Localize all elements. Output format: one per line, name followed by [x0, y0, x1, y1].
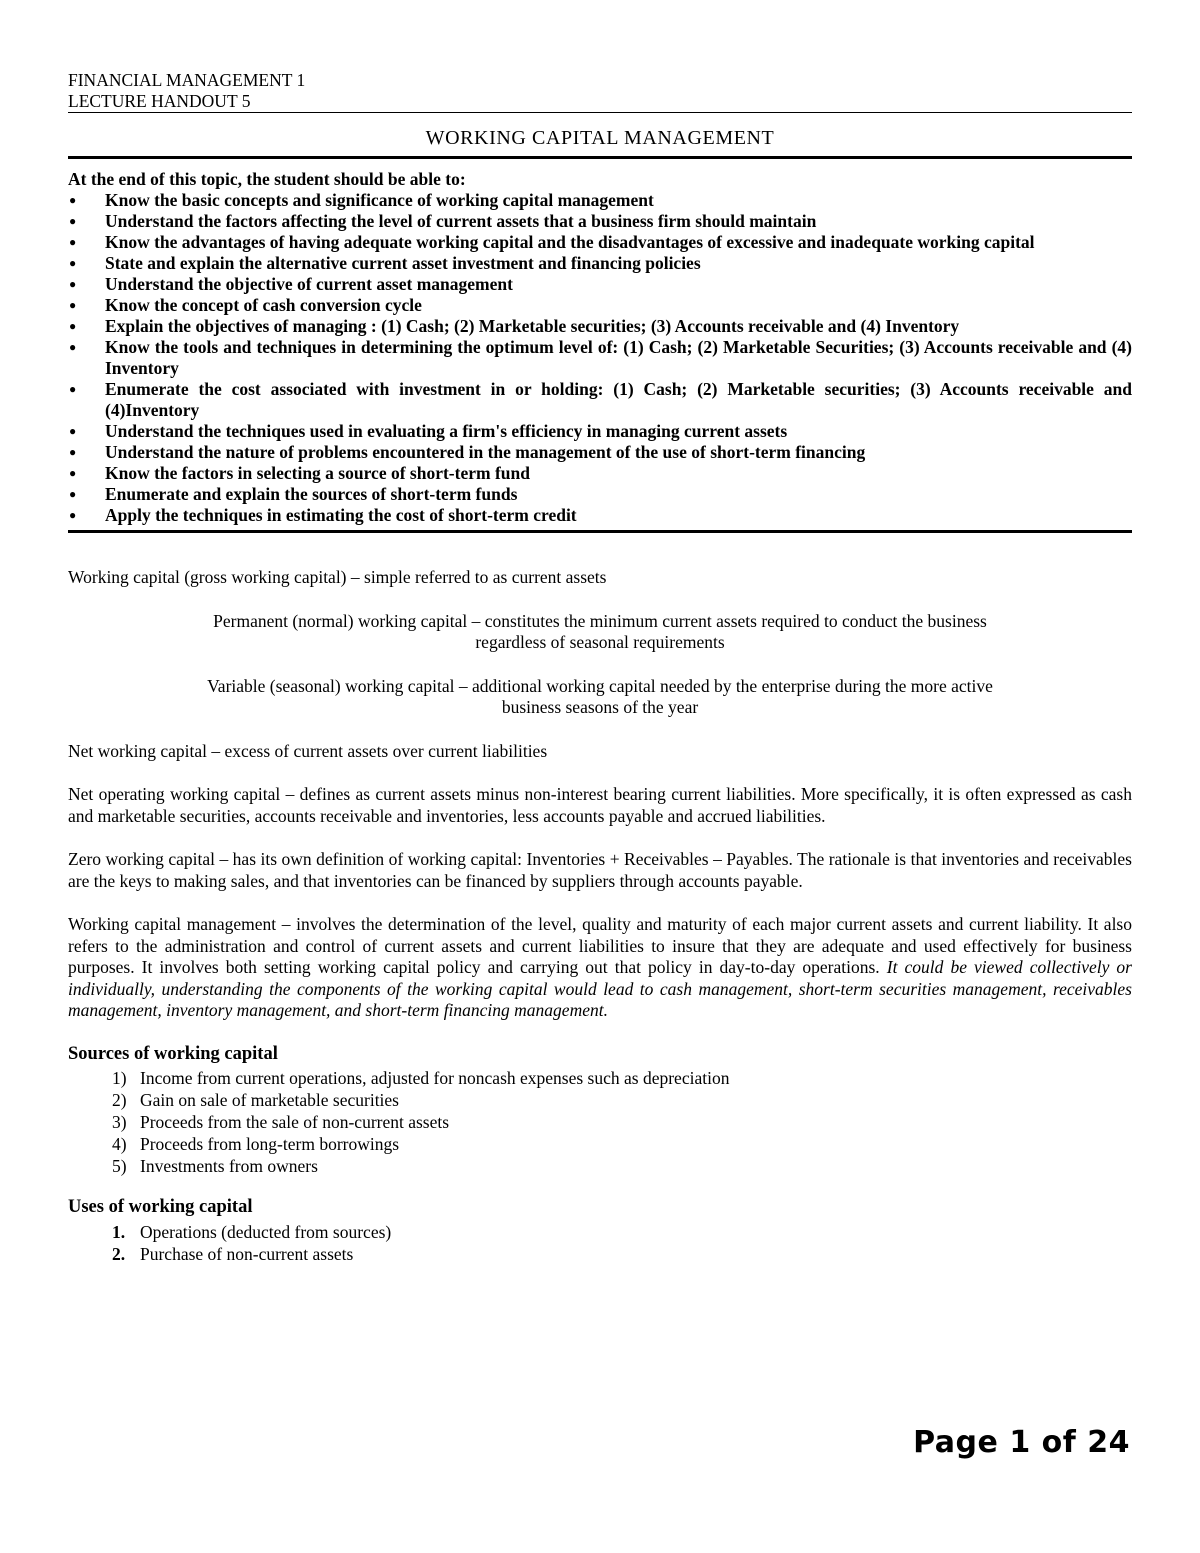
bullet-icon: ● [69, 319, 77, 333]
list-item: 1) Income from current operations, adjusted for noncash expenses such as depreciation [112, 1068, 730, 1088]
list-item: 1. Operations (deducted from sources) [112, 1221, 392, 1242]
document-page [68, 70, 1132, 1285]
objective-item: ● Know the advantages of having adequate working capital and the disadvantages of excessive and inadequate working capital [69, 232, 1035, 252]
objectives-list [68, 190, 1132, 526]
objective-item: ● Understand the nature of problems encountered in the management of the use of short-term financing [69, 442, 866, 462]
objective-item: ● Know the basic concepts and significance of working capital management [69, 190, 654, 210]
def-working-capital: Working capital (gross working capital) – simple referred to as current assets [68, 567, 607, 587]
uses-list [68, 1221, 1132, 1265]
bullet-icon: ● [69, 256, 77, 270]
def-permanent-wc: Permanent (normal) working capital – constitutes the minimum current assets required to conduct the business regardless of seasonal requirements [213, 610, 987, 652]
list-item: 5) Investments from owners [112, 1156, 318, 1176]
handout-title: LECTURE HANDOUT 5 [68, 91, 1132, 113]
list-item: 3) Proceeds from the sale of non-current assets [112, 1112, 450, 1132]
list-item: 2. Purchase of non-current assets [112, 1243, 354, 1264]
def-net-wc: Net working capital – excess of current assets over current liabilities [68, 740, 548, 761]
course-title: FINANCIAL MANAGEMENT 1 [68, 70, 306, 90]
objective-item: ● Enumerate the cost associated with investment in or holding: (1) Cash; (2) Marketable securities; (3) Accounts receivable and (4)Inventory [69, 379, 1132, 420]
sources-heading: Sources of working capital [68, 1043, 278, 1064]
objective-item: ● Explain the objectives of managing : (1) Cash; (2) Marketable securities; (3) Accounts receivable and (4) Inventory [69, 316, 960, 336]
def-variable-wc: Variable (seasonal) working capital – additional working capital needed by the enterprise during the more active business seasons of the year [207, 675, 993, 717]
bullet-icon: ● [69, 340, 77, 354]
list-item: 2) Gain on sale of marketable securities [112, 1090, 399, 1110]
def-net-operating-wc: Net operating working capital – defines as current assets minus non-interest bearing current liabilities. More specifically, it is often expressed as cash and marketable securities, accounts receivable and inventories, less accounts payable and accrued liabilities. [68, 784, 1132, 826]
page-title: WORKING CAPITAL MANAGEMENT [68, 127, 1132, 159]
objective-item: ● Know the tools and techniques in determining the optimum level of: (1) Cash; (2) Marketable Securities; (3) Accounts receivable and (4) Inventory [69, 337, 1132, 378]
def-zero-wc: Zero working capital – has its own definition of working capital: Inventories + Receivables – Payables. The rationale is that inventories and receivables are the keys to making sales, and that inventories can be financed by suppliers through accounts payable. [68, 849, 1132, 891]
def-wc-management: Working capital management – involves the determination of the level, quality and maturity of each major current assets and current liability. It also refers to the administration and control of current assets and current liabilities to insure that they are adequate and used effectively for business purposes. It involves both setting working capital policy and carrying out that policy in day-to-day operations. It could be viewed collectively or individually, understanding the components of the working capital would lead to cash management, short-term securities management, receivables management, inventory management, and short-term financing management. [68, 914, 1132, 1020]
bullet-icon: ● [69, 445, 77, 459]
uses-heading: Uses of working capital [68, 1197, 253, 1217]
objective-item: ● Enumerate and explain the sources of short-term funds [69, 484, 518, 504]
objective-item: ● Apply the techniques in estimating the cost of short-term credit [69, 505, 577, 525]
objective-item: ● State and explain the alternative current asset investment and financing policies [69, 253, 701, 273]
objective-item: ● Know the factors in selecting a source of short-term fund [69, 463, 530, 483]
objective-item: ● Understand the factors affecting the level of current assets that a business firm should maintain [69, 211, 817, 231]
bullet-icon: ● [69, 277, 77, 291]
bullet-icon: ● [69, 193, 77, 207]
bullet-icon: ● [69, 466, 77, 480]
page-number: Page 1 of 24 [913, 1425, 1130, 1460]
body-content [68, 567, 1132, 1265]
bullet-icon: ● [69, 298, 77, 312]
learning-objectives [68, 169, 1132, 533]
objectives-intro: At the end of this topic, the student should be able to: [68, 169, 466, 189]
bullet-icon: ● [69, 508, 77, 522]
bullet-icon: ● [69, 214, 77, 228]
bullet-icon: ● [69, 382, 77, 396]
objective-item: ● Understand the techniques used in evaluating a firm's efficiency in managing current assets [69, 421, 788, 441]
bullet-icon: ● [69, 235, 77, 249]
bullet-icon: ● [69, 424, 77, 438]
sources-list [68, 1067, 1132, 1177]
list-item: 4) Proceeds from long-term borrowings [112, 1134, 400, 1154]
bullet-icon: ● [69, 487, 77, 501]
objective-item: ● Know the concept of cash conversion cycle [69, 295, 422, 315]
objective-item: ● Understand the objective of current asset management [69, 274, 513, 294]
